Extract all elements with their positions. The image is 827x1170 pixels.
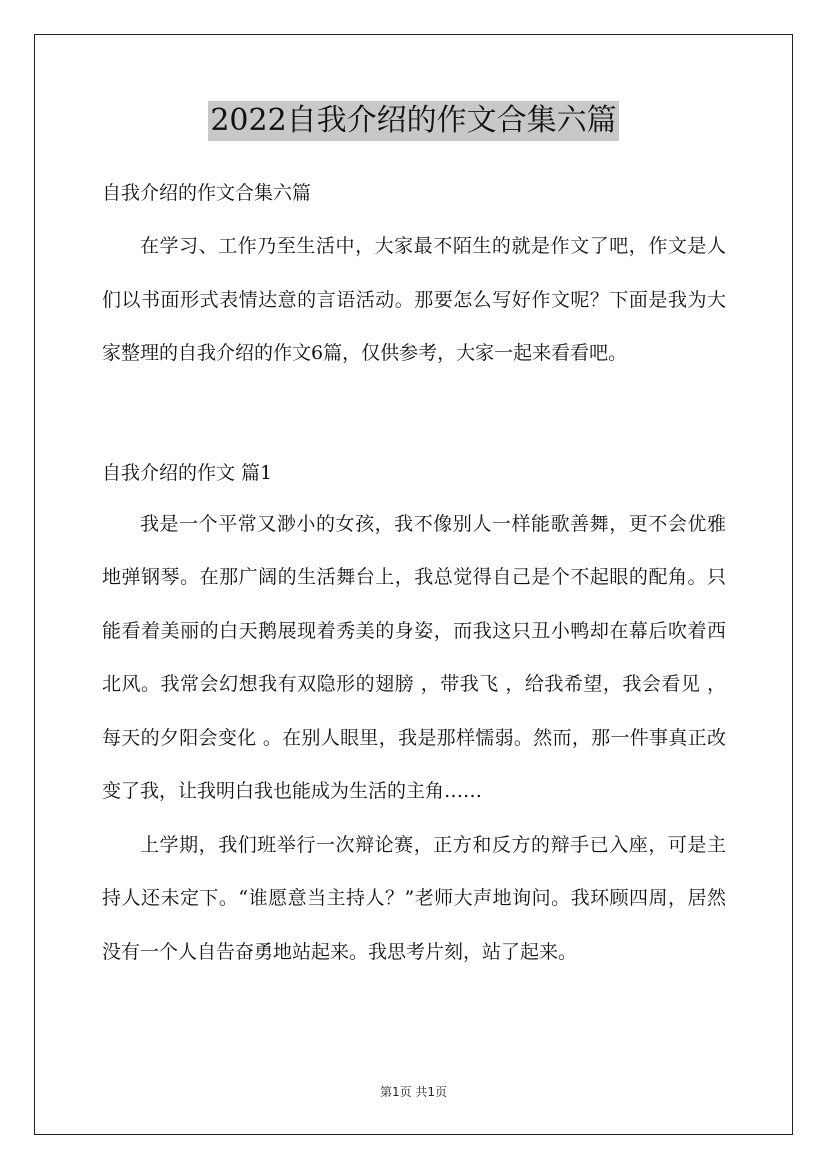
document-title — [0, 101, 827, 141]
page-footer: 第1页 共1页 — [379, 1085, 448, 1099]
document-subtitle: 自我介绍的作文合集六篇 — [102, 182, 312, 204]
intro-paragraph: 在学习、工作乃至生活中，大家最不陌生的就是作文了吧，作文是人们以书面形式表情达意的言语活动。那要怎么写好作文呢？下面是我为大家整理的自我介绍的作文6篇，仅供参考，大家一起来看看吧。 — [102, 235, 726, 364]
body-paragraph-2: 上学期，我们班举行一次辩论赛，正方和反方的辩手已入座，可是主持人还未定下。“谁愿意当主持人？”老师大声地询问。我环顾四周，居然没有一个人自告奋勇地站起来。我思考片刻，站了起来。 — [102, 833, 726, 963]
section-heading: 自我介绍的作文 篇1 — [102, 461, 273, 484]
document-title-text: 2022自我介绍的作文合集六篇 — [208, 101, 618, 141]
document-body — [102, 173, 726, 979]
body-paragraph-1: 我是一个平常又渺小的女孩，我不像别人一样能歌善舞，更不会优雅地弹钢琴。在那广阔的生活舞台上，我总觉得自己是个不起眼的配角。只能看着美丽的白天鹅展现着秀美的身姿，而我这只丑小鸭却在幕后吹着西北风。我常会幻想我有双隐形的翅膀 ，带我飞 ，给我希望，我会看见 ，每天的夕阳会变化 。在别人眼里，我是那样懦弱。然而，那一件事真正改变了我，让我明白我也能成为生活的主角…… — [102, 512, 726, 802]
